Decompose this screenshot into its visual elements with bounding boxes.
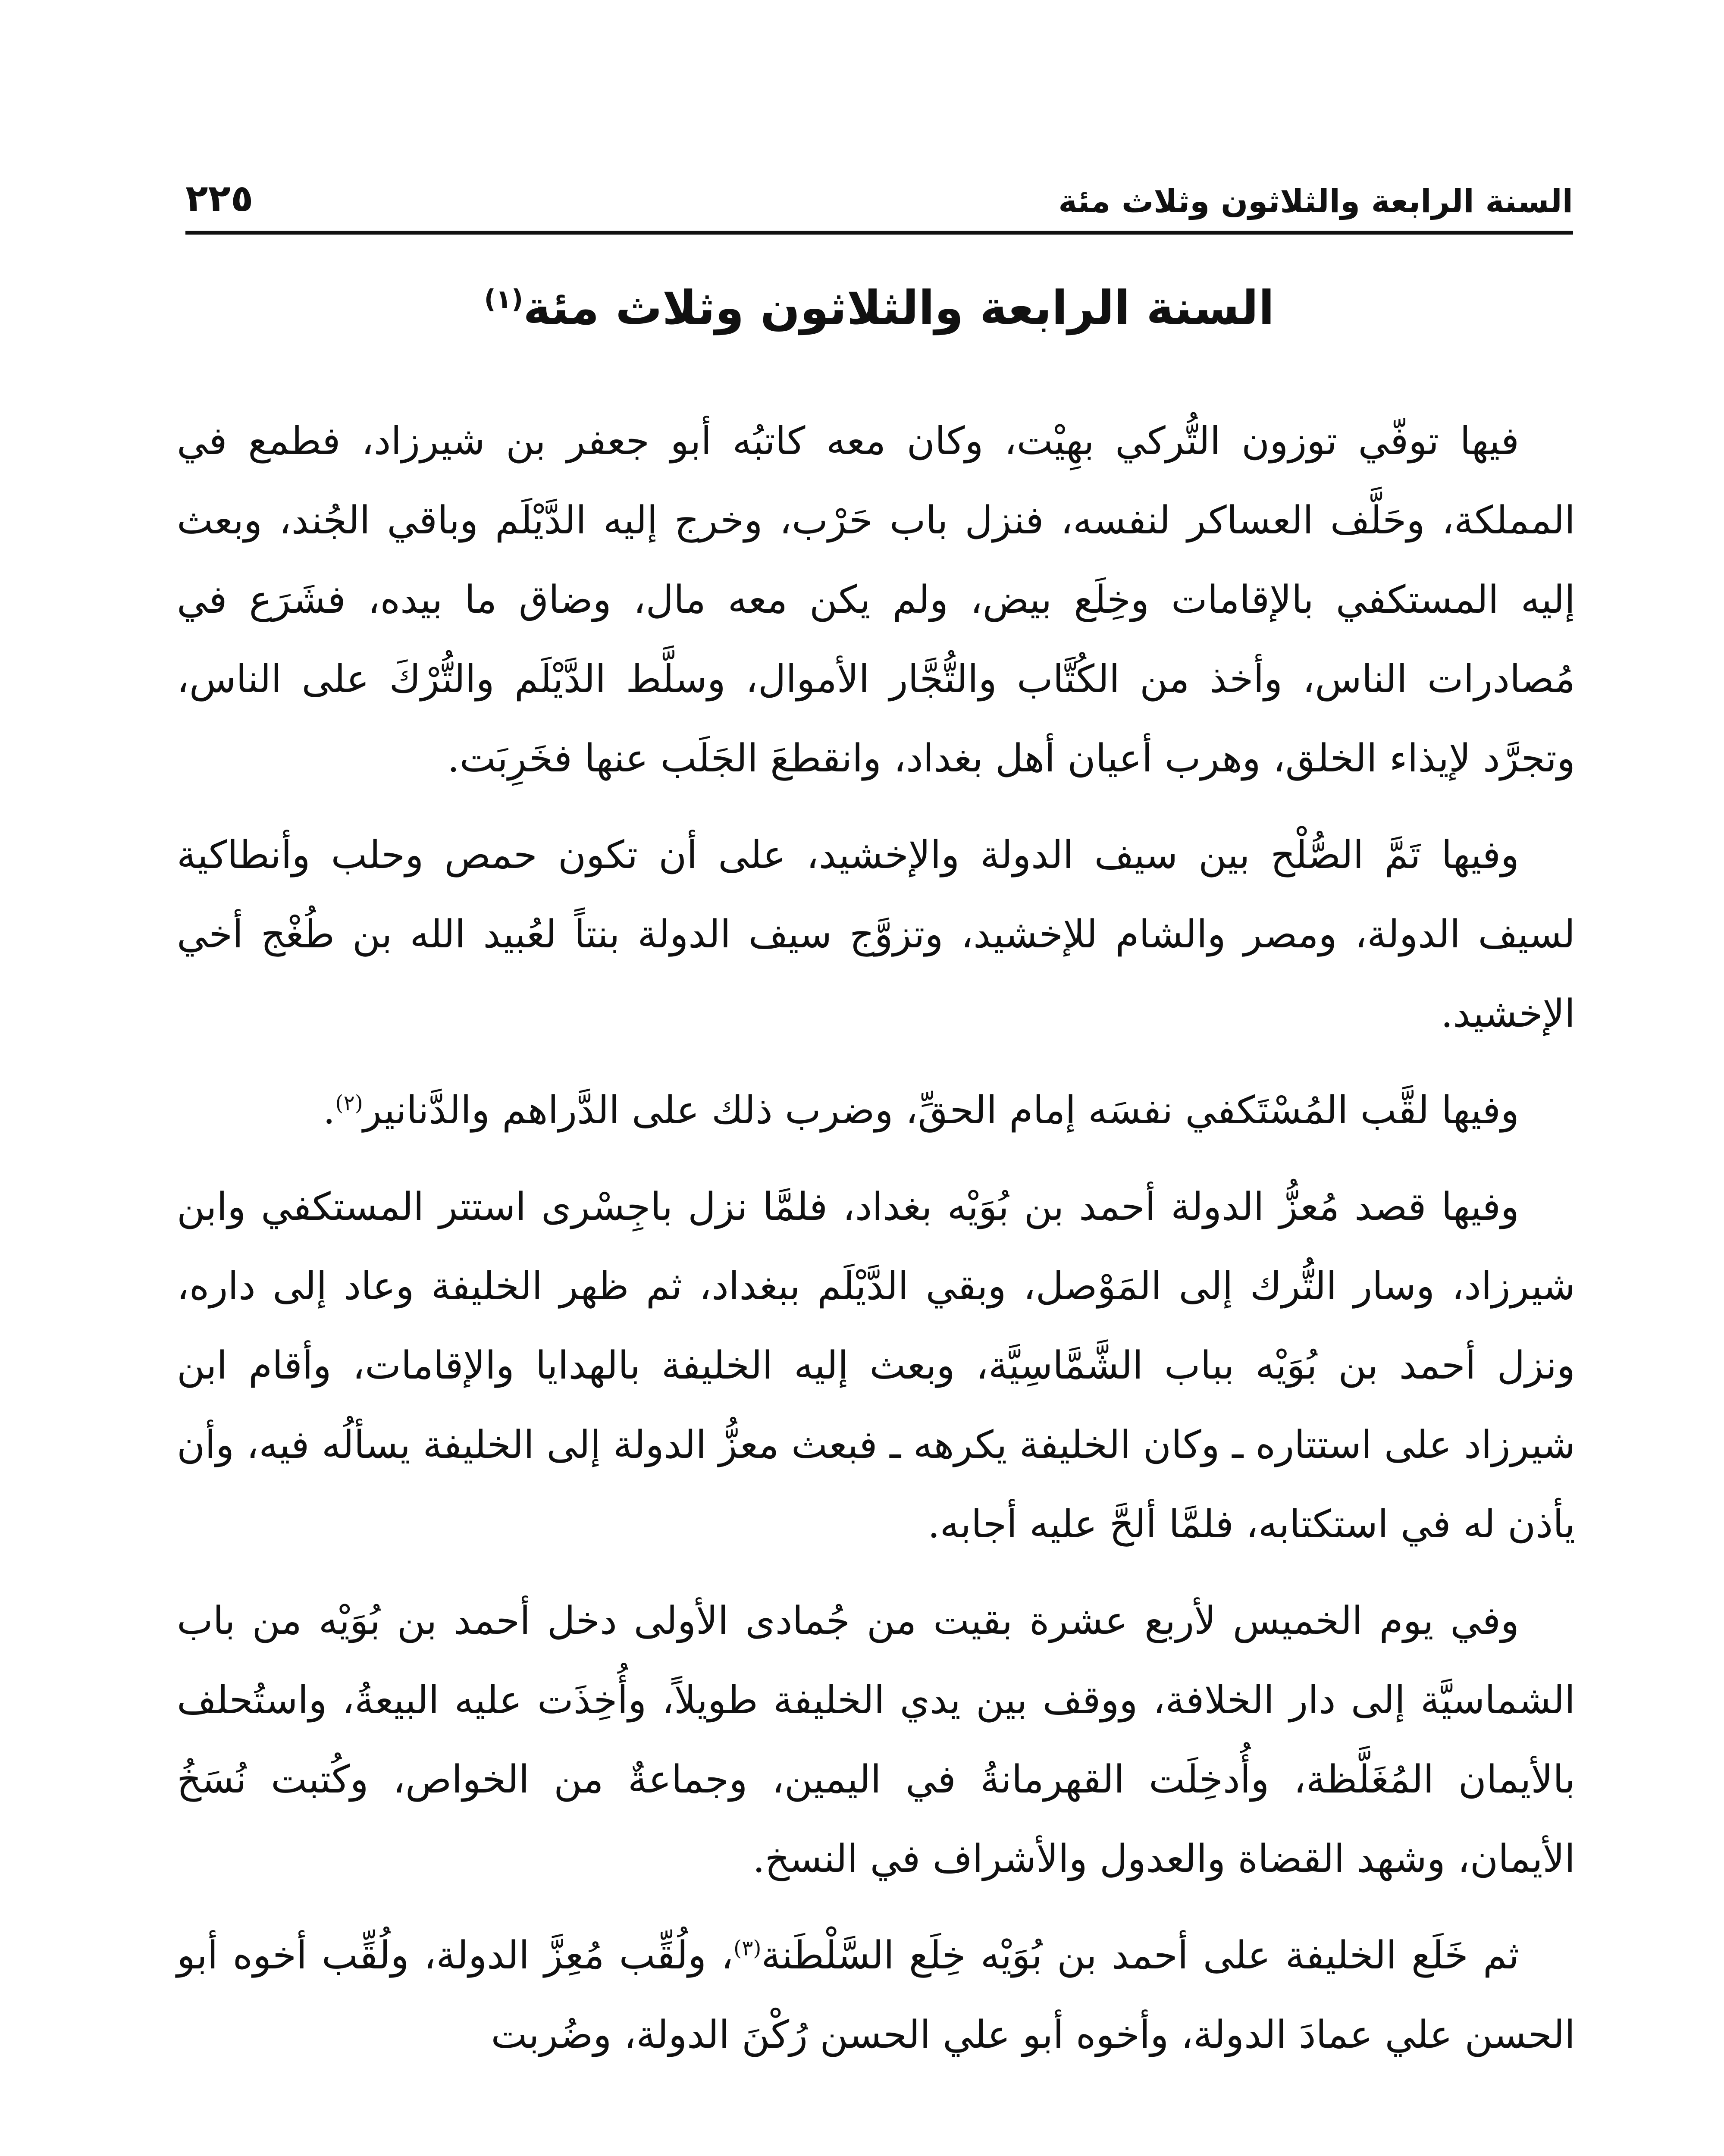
paragraph-text: وفيها تَمَّ الصُّلْح بين سيف الدولة والإخشيد، على أن تكون حمص وحلب وأنطاكية لسيف الدولة، ومصر والشام للإخشيد، وتزوَّج سيف الدولة بنتاً لعُبيد الله بن طُغْج أخي الإخشيد. [177, 832, 1575, 1036]
paragraph [177, 1167, 1575, 1564]
paragraph [177, 815, 1575, 1053]
chapter-title [185, 276, 1573, 341]
body-text [177, 401, 1575, 2091]
footnote-marker: (٣) [733, 1936, 762, 1961]
paragraph [177, 401, 1575, 798]
footnote-marker: (٢) [335, 1091, 363, 1116]
page-number: ٢٢٥ [185, 177, 254, 220]
running-header [185, 155, 1573, 235]
paragraph [177, 1581, 1575, 1898]
paragraph-text: فيها توفّي توزون التُّركي بهِيْت، وكان معه كاتبُه أبو جعفر بن شيرزاد، فطمع في المملكة، وحَلَّف العساكر لنفسه، فنزل باب حَرْب، وخرج إليه الدَّيْلَم وباقي الجُند، وبعث إليه المستكفي بالإقامات وخِلَع بيض، ولم يكن معه مال، وضاق ما بيده، فشَرَع في مُصادرات الناس، وأخذ من الكُتَّاب والتُّجَّار الأموال، وسلَّط الدَّيْلَم والتُّرْكَ على الناس، وتجرَّد لإيذاء الخلق، وهرب أعيان أهل بغداد، وانقطعَ الجَلَب عنها فخَرِبَت. [177, 418, 1575, 780]
paragraph-text: وفي يوم الخميس لأربع عشرة بقيت من جُمادى الأولى دخل أحمد بن بُوَيْه من باب الشماسيَّة إلى دار الخلافة، ووقف بين يدي الخليفة طويلاً، وأُخِذَت عليه البيعةُ، واستُحلف بالأيمان المُغَلَّظة، وأُدخِلَت القهرمانةُ في اليمين، وجماعةٌ من الخواص، وكُتبت نُسَخُ الأيمان، وشهد القضاة والعدول والأشراف في النسخ. [177, 1598, 1575, 1881]
paragraph-tail: . [323, 1087, 335, 1132]
paragraph-text: وفيها قصد مُعزُّ الدولة أحمد بن بُوَيْه بغداد، فلمَّا نزل باجِسْرى استتر المستكفي وابن شيرزاد، وسار التُّرك إلى المَوْصل، وبقي الدَّيْلَم ببغداد، ثم ظهر الخليفة وعاد إلى داره، ونزل أحمد بن بُوَيْه بباب الشَّمَّاسِيَّة، وبعث إليه الخليفة بالهدايا والإقامات، وأقام ابن شيرزاد على استتاره ـ وكان الخليفة يكرهه ـ فبعث معزُّ الدولة إلى الخليفة يسألُه فيه، وأن يأذن له في استكتابه، فلمَّا ألحَّ عليه أجابه. [177, 1184, 1575, 1546]
running-title: السنة الرابعة والثلاثون وثلاث مئة [1058, 183, 1573, 220]
chapter-title-text: السنة الرابعة والثلاثون وثلاث مئة [523, 281, 1275, 335]
paragraph-tail: ، ولُقِّب مُعِزَّ الدولة، ولُقِّب أخوه أبو الحسن علي عمادَ الدولة، وأخوه أبو علي الحسن رُكْنَ الدولة، وضُربت [177, 1933, 1575, 2057]
chapter-footnote-marker: (١) [484, 285, 523, 314]
paragraph [177, 1915, 1575, 2074]
paragraph-text: وفيها لقَّب المُسْتَكفي نفسَه إمام الحقِّ، وضرب ذلك على الدَّراهم والدَّنانير [363, 1087, 1519, 1132]
paragraph [177, 1070, 1575, 1150]
paragraph-text: ثم خَلَع الخليفة على أحمد بن بُوَيْه خِلَع السَّلْطَنة [761, 1933, 1519, 1977]
